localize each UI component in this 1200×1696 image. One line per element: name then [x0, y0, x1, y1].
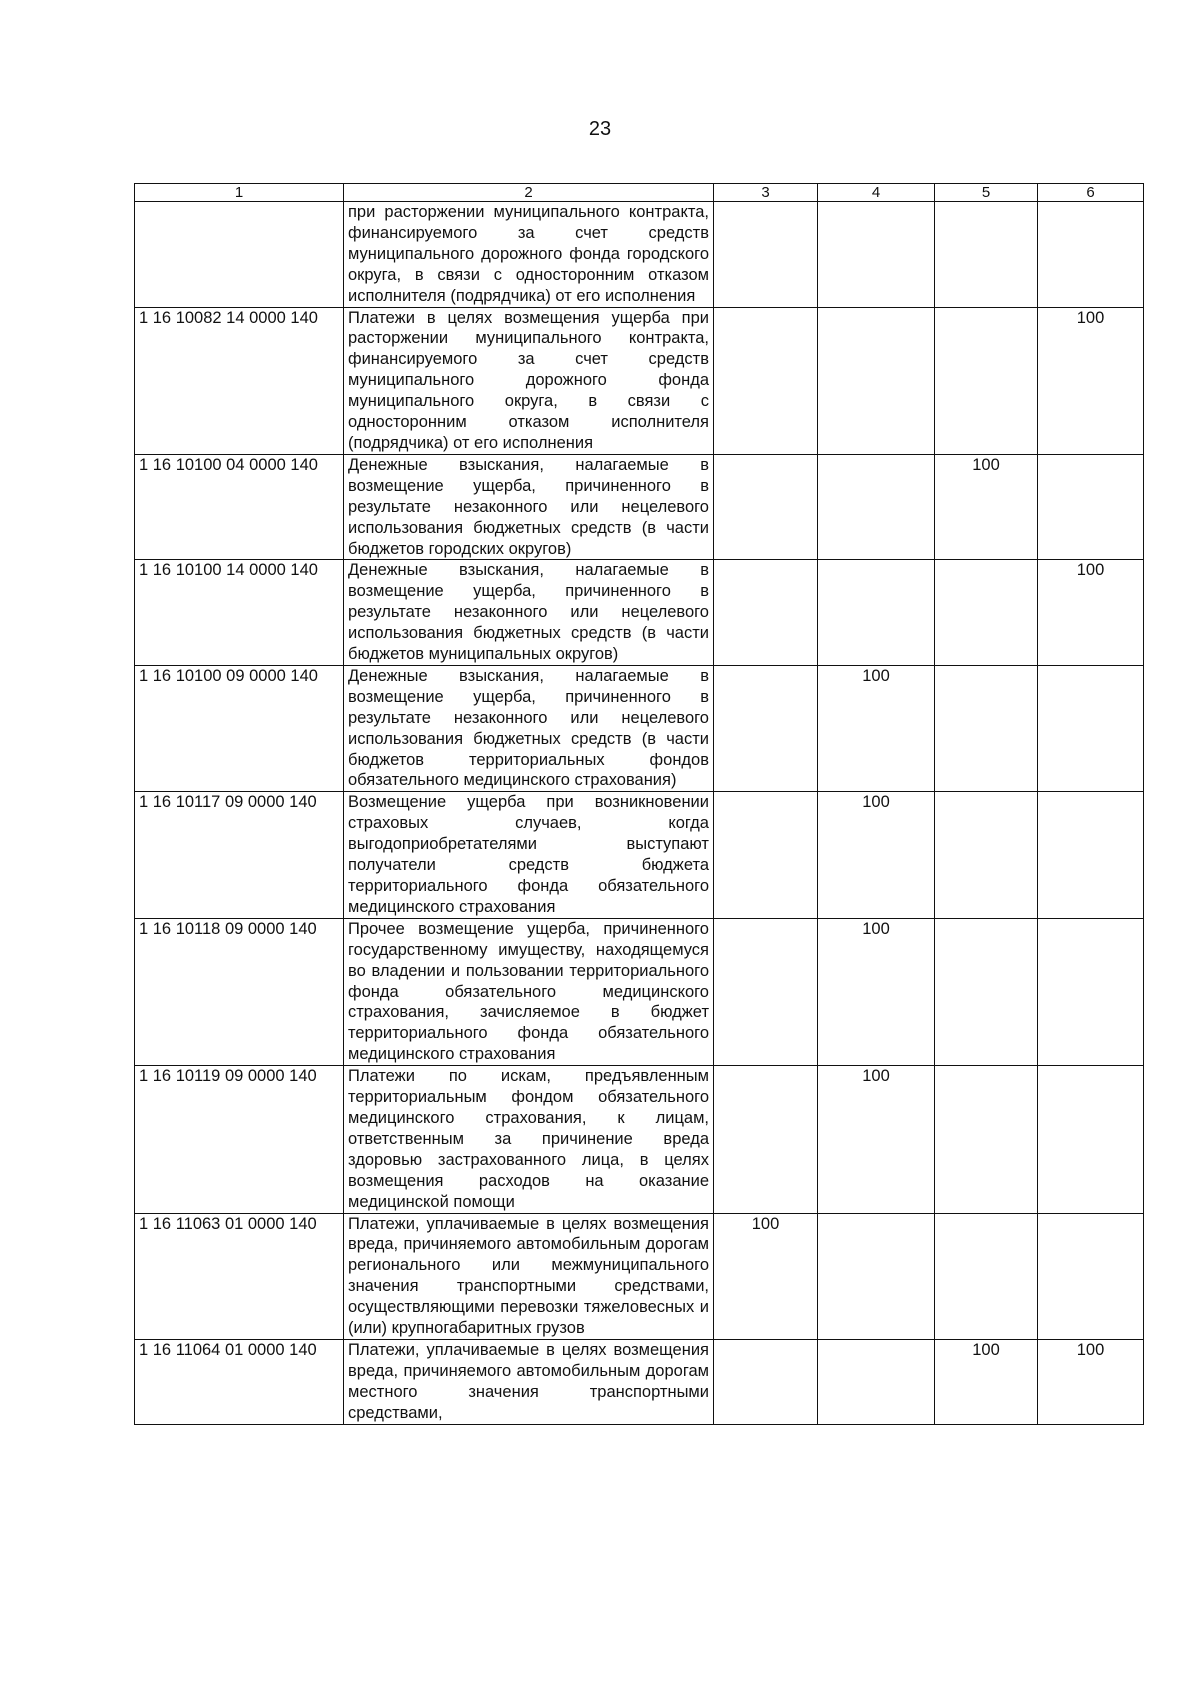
table-row: [135, 454, 1144, 560]
value-cell-col6: [1038, 1213, 1144, 1339]
value-cell-col5: [935, 307, 1038, 454]
value-cell-col3: [714, 1066, 818, 1213]
value-cell-col6: 100: [1038, 1339, 1144, 1424]
code-cell: 1 16 10117 09 0000 140: [135, 792, 344, 918]
value-cell-col5: [935, 1066, 1038, 1213]
table-row: [135, 560, 1144, 666]
description-cell: Платежи в целях возмещения ущерба при расторжении муниципального контракта, финансируемого за счет средств муниципального дорожного фонда муниципального округа, в связи с односторонним отказом исполнителя (подрядчика) от его исполнения: [344, 307, 714, 454]
code-cell: 1 16 10118 09 0000 140: [135, 918, 344, 1065]
value-cell-col4: [818, 1213, 935, 1339]
value-cell-col3: 100: [714, 1213, 818, 1339]
value-cell-col4: 100: [818, 665, 935, 791]
value-cell-col5: [935, 665, 1038, 791]
value-cell-col4: [818, 307, 935, 454]
value-cell-col3: [714, 307, 818, 454]
value-cell-col3: [714, 792, 818, 918]
code-cell: 1 16 10082 14 0000 140: [135, 307, 344, 454]
description-cell: Денежные взыскания, налагаемые в возмещение ущерба, причиненного в результате незаконного или нецелевого использования бюджетных средств (в части бюджетов территориальных фондов обязательного медицинского страхования): [344, 665, 714, 791]
description-cell: Денежные взыскания, налагаемые в возмещение ущерба, причиненного в результате незаконного или нецелевого использования бюджетных средств (в части бюджетов городских округов): [344, 454, 714, 560]
header-cell: 4: [818, 184, 935, 202]
value-cell-col5: 100: [935, 454, 1038, 560]
value-cell-col4: 100: [818, 792, 935, 918]
code-cell: 1 16 10119 09 0000 140: [135, 1066, 344, 1213]
code-cell: [135, 202, 344, 308]
description-cell: Денежные взыскания, налагаемые в возмещение ущерба, причиненного в результате незаконного или нецелевого использования бюджетных средств (в части бюджетов муниципальных округов): [344, 560, 714, 666]
value-cell-col3: [714, 665, 818, 791]
table-row: [135, 792, 1144, 918]
table-row: [135, 1213, 1144, 1339]
value-cell-col6: [1038, 918, 1144, 1065]
code-cell: 1 16 10100 04 0000 140: [135, 454, 344, 560]
table-row: [135, 202, 1144, 308]
description-cell: Платежи, уплачиваемые в целях возмещения вреда, причиняемого автомобильным дорогам регионального или межмуниципального значения транспортными средствами, осуществляющими перевозки тяжеловесных и (или) крупногабаритных грузов: [344, 1213, 714, 1339]
table-row: [135, 1339, 1144, 1424]
code-cell: 1 16 11063 01 0000 140: [135, 1213, 344, 1339]
code-cell: 1 16 10100 14 0000 140: [135, 560, 344, 666]
value-cell-col6: [1038, 202, 1144, 308]
value-cell-col5: [935, 1213, 1038, 1339]
value-cell-col3: [714, 918, 818, 1065]
value-cell-col4: [818, 202, 935, 308]
value-cell-col4: 100: [818, 918, 935, 1065]
value-cell-col5: [935, 792, 1038, 918]
value-cell-col6: 100: [1038, 307, 1144, 454]
value-cell-col5: 100: [935, 1339, 1038, 1424]
description-cell: при расторжении муниципального контракта, финансируемого за счет средств муниципального дорожного фонда городского округа, в связи с односторонним отказом исполнителя (подрядчика) от его исполнения: [344, 202, 714, 308]
table-row: [135, 307, 1144, 454]
value-cell-col3: [714, 454, 818, 560]
value-cell-col3: [714, 1339, 818, 1424]
value-cell-col4: 100: [818, 1066, 935, 1213]
value-cell-col5: [935, 918, 1038, 1065]
header-row: [135, 184, 1144, 202]
description-cell: Платежи, уплачиваемые в целях возмещения вреда, причиняемого автомобильным дорогам местного значения транспортными средствами,: [344, 1339, 714, 1424]
header-cell: 3: [714, 184, 818, 202]
value-cell-col3: [714, 202, 818, 308]
value-cell-col3: [714, 560, 818, 666]
value-cell-col6: [1038, 665, 1144, 791]
code-cell: 1 16 11064 01 0000 140: [135, 1339, 344, 1424]
value-cell-col6: 100: [1038, 560, 1144, 666]
table-row: [135, 665, 1144, 791]
revenue-table: [134, 183, 1144, 1425]
header-cell: 2: [344, 184, 714, 202]
table-row: [135, 1066, 1144, 1213]
description-cell: Платежи по искам, предъявленным территориальным фондом обязательного медицинского страхования, к лицам, ответственным за причинение вреда здоровью застрахованного лица, в целях возмещения расходов на оказание медицинской помощи: [344, 1066, 714, 1213]
value-cell-col6: [1038, 454, 1144, 560]
page-number: 23: [588, 118, 612, 140]
value-cell-col4: [818, 560, 935, 666]
code-cell: 1 16 10100 09 0000 140: [135, 665, 344, 791]
value-cell-col6: [1038, 1066, 1144, 1213]
value-cell-col4: [818, 454, 935, 560]
header-cell: 6: [1038, 184, 1144, 202]
value-cell-col4: [818, 1339, 935, 1424]
header-cell: 1: [135, 184, 344, 202]
value-cell-col6: [1038, 792, 1144, 918]
table-body: [135, 202, 1144, 1425]
description-cell: Прочее возмещение ущерба, причиненного государственному имуществу, находящемуся во владении и пользовании территориального фонда обязательного медицинского страхования, зачисляемое в бюджет территориального фонда обязательного медицинского страхования: [344, 918, 714, 1065]
value-cell-col5: [935, 202, 1038, 308]
table-row: [135, 918, 1144, 1065]
description-cell: Возмещение ущерба при возникновении страховых случаев, когда выгодоприобретателями выступают получатели средств бюджета территориального фонда обязательного медицинского страхования: [344, 792, 714, 918]
value-cell-col5: [935, 560, 1038, 666]
header-cell: 5: [935, 184, 1038, 202]
